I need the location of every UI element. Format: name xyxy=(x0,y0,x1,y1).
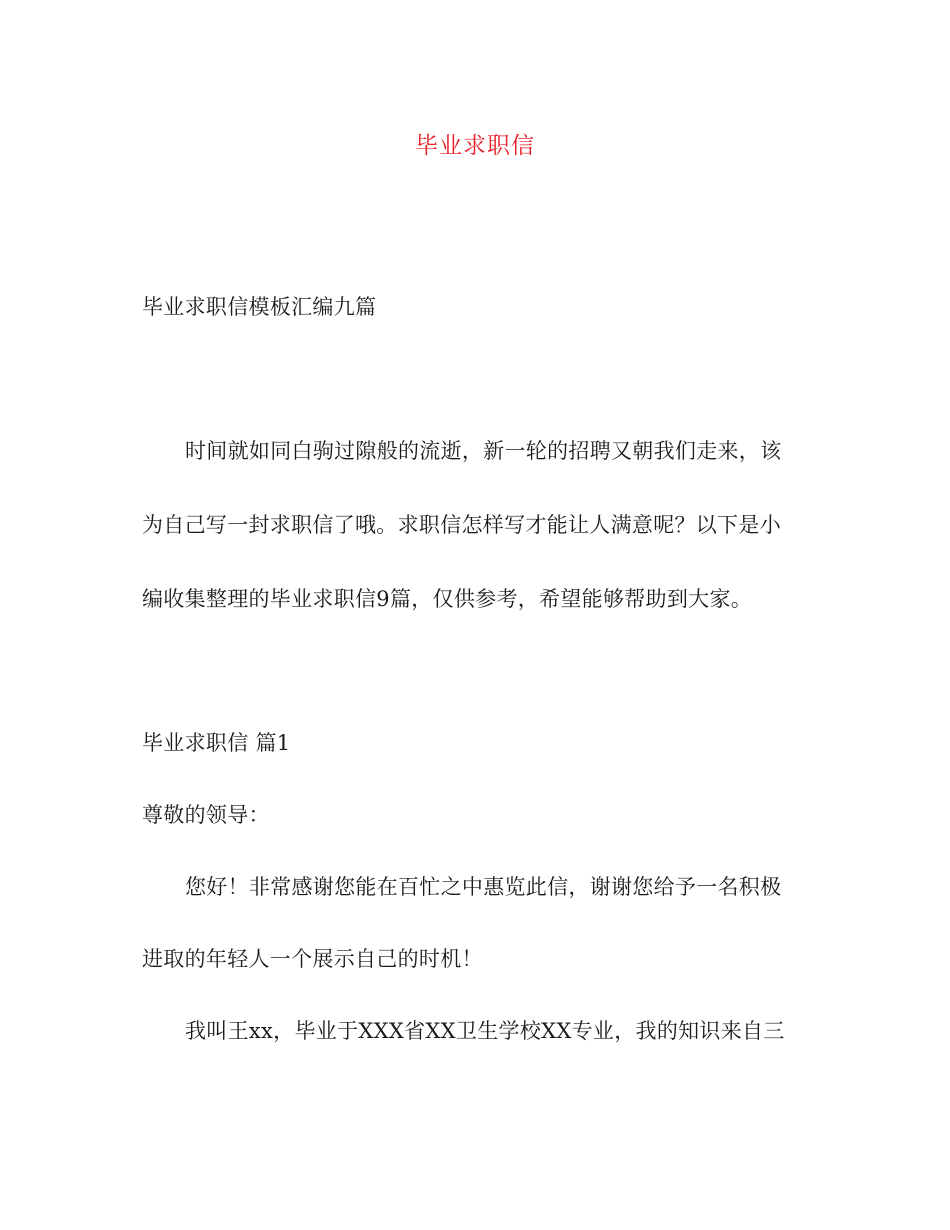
section-heading: 毕业求职信 篇1 xyxy=(142,731,291,755)
intro-line-2: 为自己写一封求职信了哦。求职信怎样写才能让人满意呢？以下是小 xyxy=(142,513,781,537)
body-line-3: 我叫王xx，毕业于XXX省XX卫生学校XX专业，我的知识来自三 xyxy=(185,1019,785,1043)
body-line-1: 您好！非常感谢您能在百忙之中惠览此信，谢谢您给予一名积极 xyxy=(185,875,782,899)
document-title: 毕业求职信 xyxy=(415,133,535,159)
intro-line-3: 编收集整理的毕业求职信9篇，仅供参考，希望能够帮助到大家。 xyxy=(142,587,753,611)
salutation: 尊敬的领导： xyxy=(142,803,270,827)
document-subtitle: 毕业求职信模板汇编九篇 xyxy=(142,295,377,319)
intro-line-1: 时间就如同白驹过隙般的流逝，新一轮的招聘又朝我们走来，该 xyxy=(185,439,782,463)
body-line-2: 进取的年轻人一个展示自己的时机！ xyxy=(142,947,483,971)
